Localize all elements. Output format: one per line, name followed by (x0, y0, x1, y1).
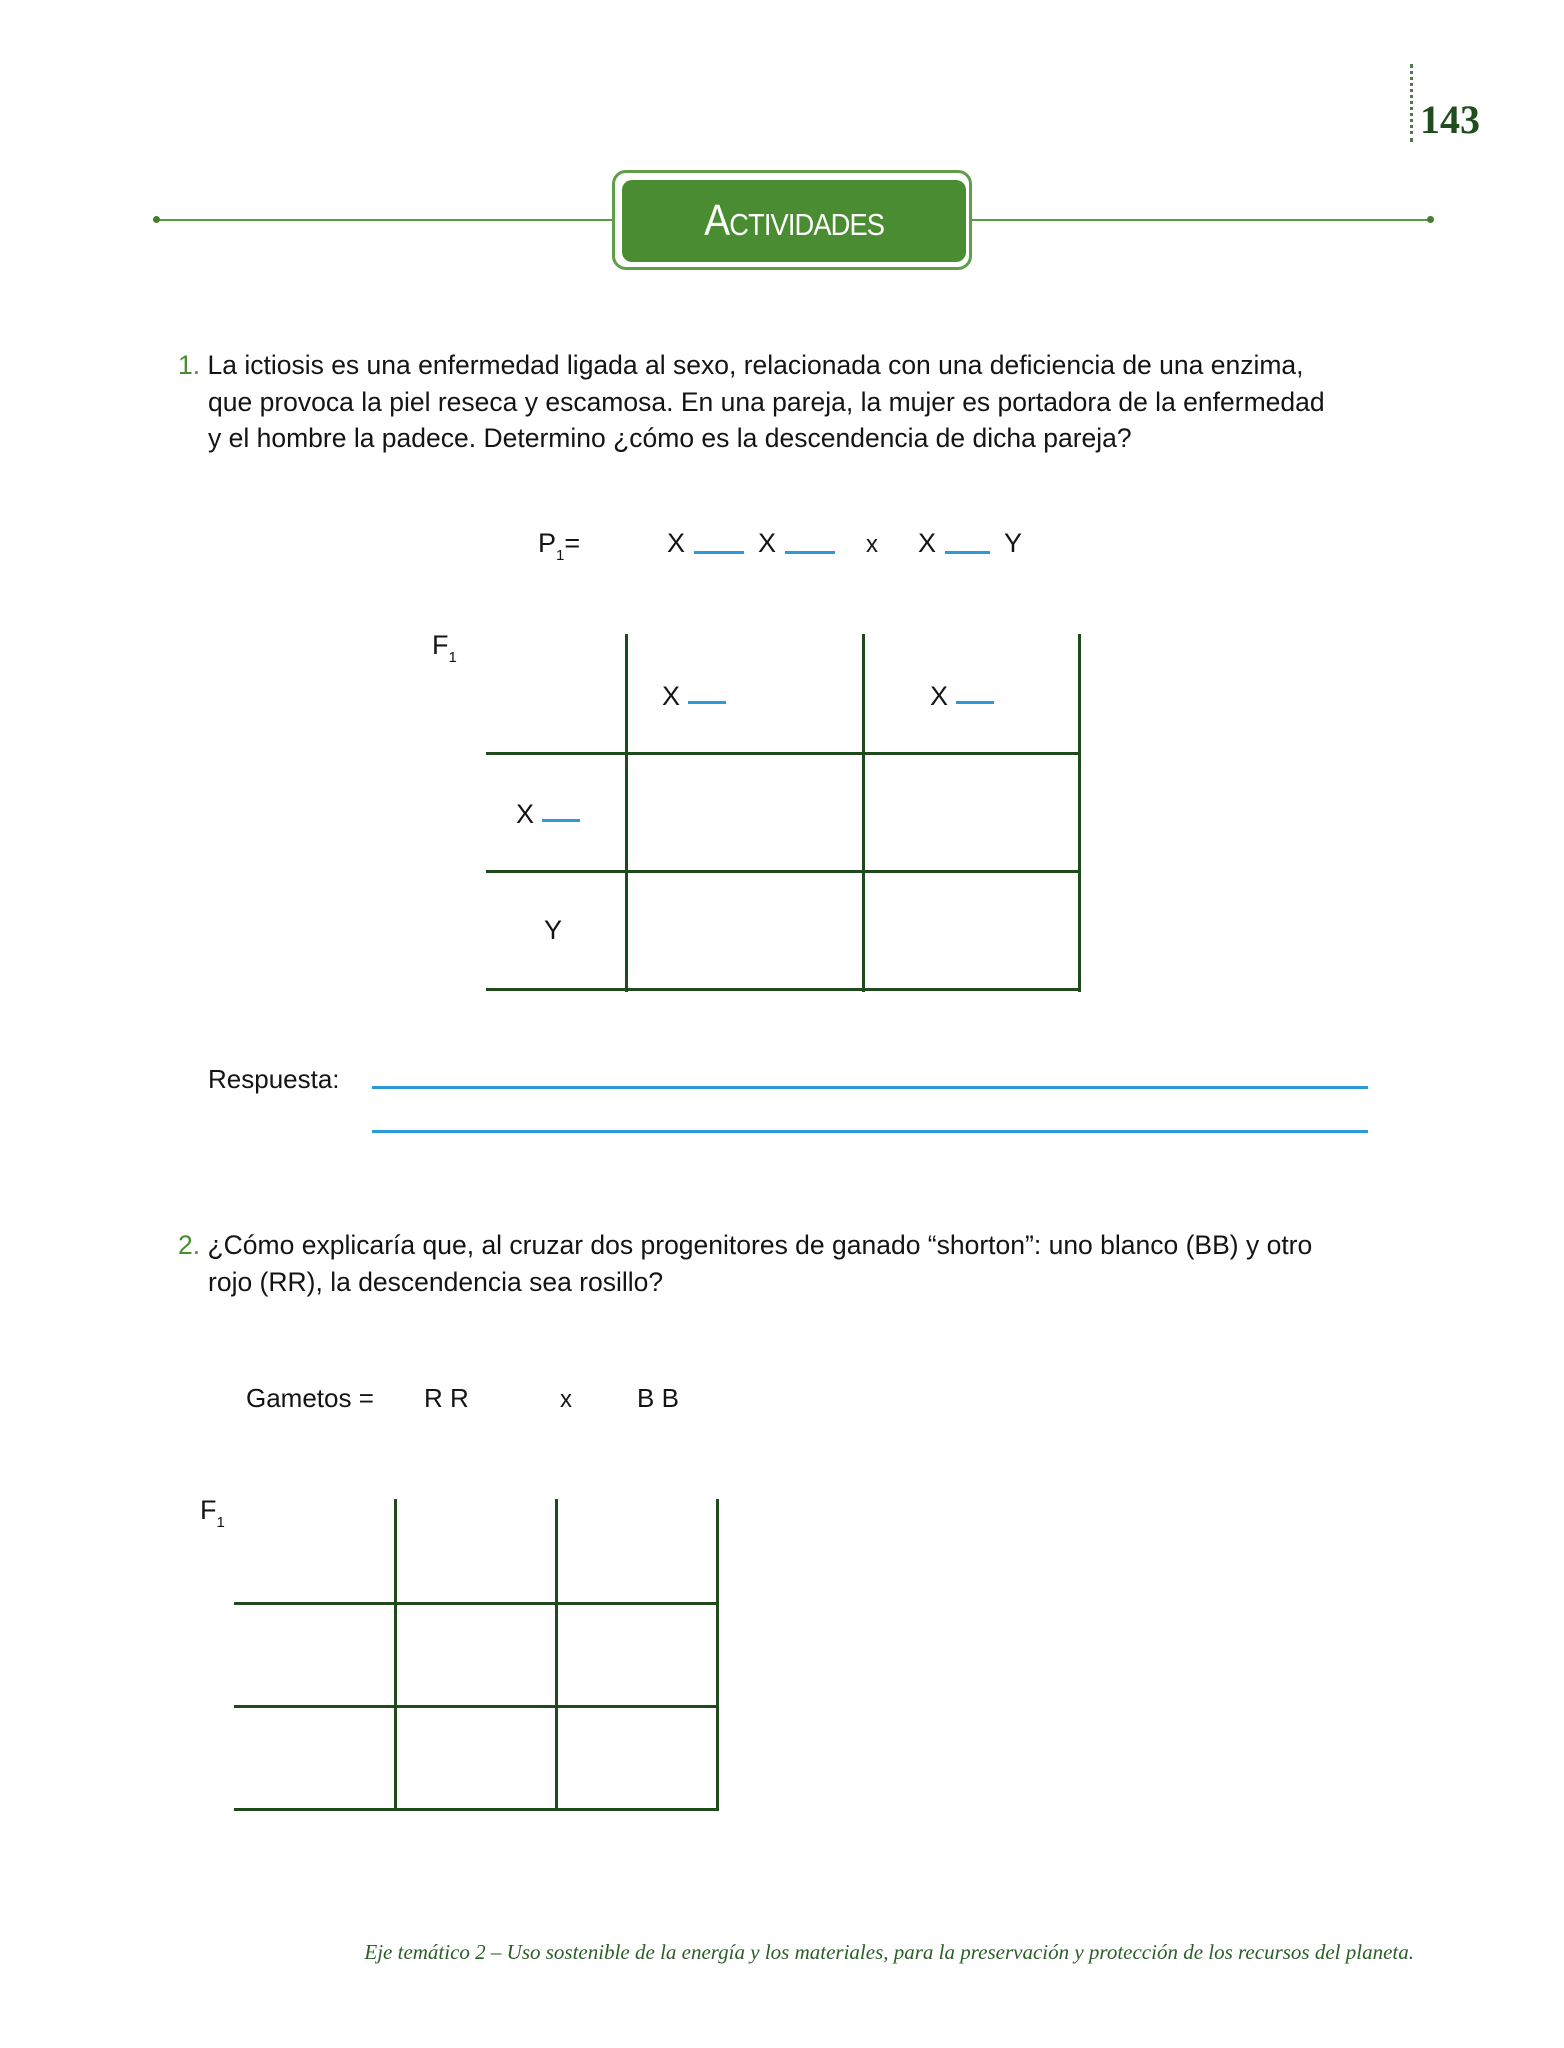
header-rule-right-dot (1427, 216, 1434, 223)
gametes-left: R R (424, 1383, 469, 1413)
male-allele-1-blank[interactable] (945, 551, 990, 554)
header-rule-left-dot (153, 216, 160, 223)
answer-label: Respuesta: (208, 1064, 340, 1094)
cross-symbol: x (866, 531, 878, 558)
question-2-number: 2. (178, 1230, 201, 1260)
gametes-label: Gametos = (246, 1383, 374, 1413)
question-1-line-1: La ictiosis es una enfermedad ligada al sexo, relacionada con una deficiencia de una enzima, (207, 350, 1304, 380)
punnett-1-col-header-2-blank[interactable] (956, 701, 994, 704)
punnett-2-row-header-2[interactable] (234, 1708, 394, 1808)
parents-label: $P_1=$ (538, 528, 581, 564)
punnett-1-col-header-1-blank[interactable] (688, 701, 726, 704)
female-allele-1-blank[interactable] (694, 551, 744, 554)
page-number-divider (1410, 64, 1413, 142)
grid-line (1078, 634, 1081, 992)
punnett-2-col-header-1[interactable] (397, 1502, 555, 1602)
question-2-line-1: ¿Cómo explicaría que, al cruzar dos progenitores de ganado “shorton”: uno blanco (BB) y otro (207, 1230, 1313, 1260)
female-allele-1: X (667, 528, 686, 558)
grid-line (234, 1808, 719, 1811)
answer-line-2[interactable] (372, 1130, 1368, 1133)
page-footer: Eje temático 2 – Uso sostenible de la energía y los materiales, para la preservación y protección de los recursos del planeta. (364, 1940, 1414, 1964)
question-1-line-2: que provoca la piel reseca y escamosa. En una pareja, la mujer es portadora de la enfermedad (208, 386, 1325, 417)
punnett-1-col-header-1: X (662, 681, 681, 711)
grid-line (716, 1499, 719, 1811)
punnett-2-col-header-2[interactable] (558, 1502, 716, 1602)
punnett-1-row-header-1: X (516, 799, 535, 829)
punnett-1-cell[interactable] (865, 755, 1078, 870)
page-number: 143 (1420, 97, 1480, 142)
female-allele-2-blank[interactable] (785, 551, 835, 554)
punnett-1-cell[interactable] (628, 873, 862, 988)
answer-line-1[interactable] (372, 1086, 1368, 1089)
punnett-1-row-header-1-blank[interactable] (542, 819, 580, 822)
male-allele-2: Y (1004, 528, 1023, 558)
gametes-cross: x (560, 1386, 572, 1413)
punnett-1-col-header-2: X (930, 681, 949, 711)
grid-line (486, 988, 1081, 991)
punnett-2-cell[interactable] (558, 1605, 716, 1705)
female-allele-2: X (758, 528, 777, 558)
punnett-2-cell[interactable] (397, 1708, 555, 1808)
punnett-2-cell[interactable] (397, 1605, 555, 1705)
question-2 (178, 1227, 1418, 1300)
punnett-1-cell[interactable] (865, 873, 1078, 988)
gametes-right: B B (637, 1383, 679, 1413)
male-allele-1: X (918, 528, 937, 558)
question-1-line-3: y el hombre la padece. Determino ¿cómo es la descendencia de dicha pareja? (208, 423, 1132, 453)
question-1-number: 1. (178, 350, 201, 380)
punnett-2-label: $F_1$ (200, 1495, 225, 1531)
punnett-1-row-header-2: Y (544, 915, 563, 945)
question-1 (178, 347, 1418, 457)
punnett-2-cell[interactable] (558, 1708, 716, 1808)
punnett-2-row-header-1[interactable] (234, 1605, 394, 1705)
section-title-badge (622, 180, 966, 262)
section-title: Actividades (704, 196, 884, 245)
punnett-1-label: $F_1$ (432, 630, 457, 666)
punnett-1-cell[interactable] (628, 755, 862, 870)
question-2-line-2: rojo (RR), la descendencia sea rosillo? (208, 1266, 664, 1297)
